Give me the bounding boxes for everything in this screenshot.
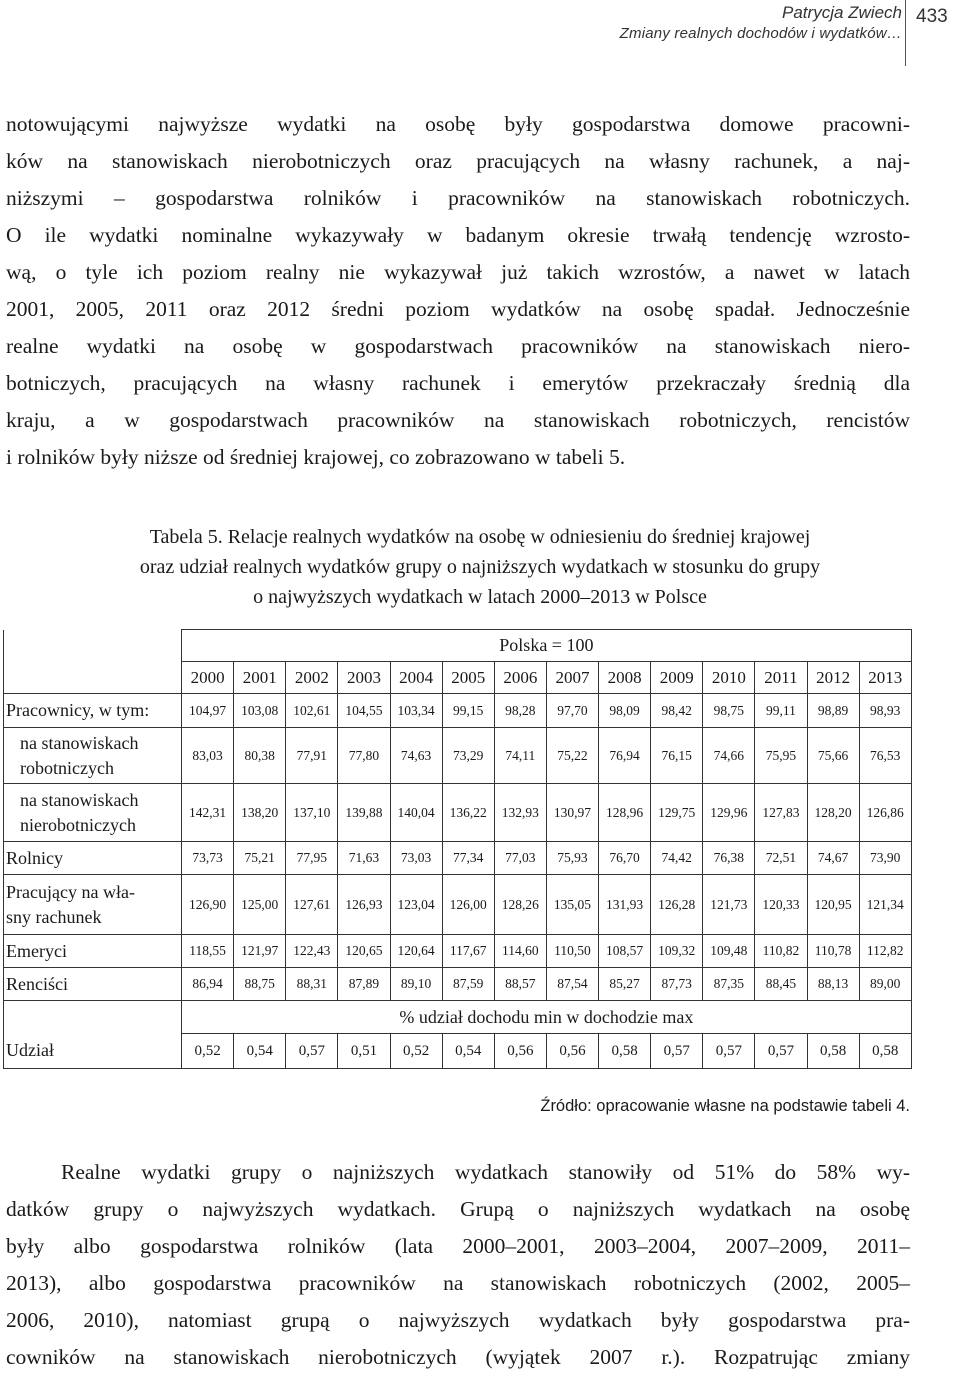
text-line: niższymi – gospodarstwa rolników i pracowników na stanowiskach robotniczych. [6, 186, 910, 210]
row-label-line: Pracownicy, w tym: [6, 700, 150, 720]
table-row [4, 1034, 912, 1069]
year-header: 2009 [651, 662, 703, 694]
value-cell: 110,50 [546, 935, 598, 968]
table-caption [0, 522, 960, 612]
row-label-line: sny rachunek [6, 906, 102, 927]
row-label [4, 935, 182, 968]
value-cell: 120,33 [755, 875, 807, 935]
value-cell: 104,55 [338, 694, 390, 728]
year-header: 2004 [390, 662, 442, 694]
year-header: 2013 [859, 662, 911, 694]
value-cell: 74,63 [390, 728, 442, 784]
value-cell: 128,26 [494, 875, 546, 935]
text-line: cowników na stanowiskach nierobotniczych (wyjątek 2007 r.). Rozpatrując zmiany [6, 1345, 910, 1369]
value-cell: 86,94 [182, 968, 234, 1001]
text-line: botniczych, pracujących na własny rachunek i emerytów przekraczały średnią dla [6, 371, 910, 395]
value-cell: 85,27 [599, 968, 651, 1001]
value-cell: 0,54 [442, 1034, 494, 1069]
value-cell: 74,42 [651, 842, 703, 875]
value-cell: 137,10 [286, 784, 338, 842]
value-cell: 76,94 [599, 728, 651, 784]
value-cell: 121,73 [703, 875, 755, 935]
value-cell: 89,10 [390, 968, 442, 1001]
header-blank-cell [4, 630, 182, 694]
year-header: 2001 [234, 662, 286, 694]
value-cell: 0,57 [755, 1034, 807, 1069]
value-cell: 126,28 [651, 875, 703, 935]
year-header: 2008 [599, 662, 651, 694]
value-cell: 88,31 [286, 968, 338, 1001]
value-cell: 76,38 [703, 842, 755, 875]
value-cell: 109,32 [651, 935, 703, 968]
row-label-line: Pracujący na wła- [6, 881, 135, 902]
value-cell: 77,34 [442, 842, 494, 875]
value-cell: 73,90 [859, 842, 911, 875]
text-line: Realne wydatki grupy o najniższych wydatkach stanowiły od 51% do 58% wy- [61, 1160, 910, 1184]
text-line: notowującymi najwyższe wydatki na osobę były gospodarstwa domowe pracowni- [6, 112, 910, 136]
value-cell: 77,80 [338, 728, 390, 784]
value-cell: 0,57 [286, 1034, 338, 1069]
value-cell: 87,89 [338, 968, 390, 1001]
row-label [4, 728, 182, 784]
value-cell: 110,78 [807, 935, 859, 968]
value-cell: 0,52 [182, 1034, 234, 1069]
value-cell: 87,35 [703, 968, 755, 1001]
value-cell: 76,15 [651, 728, 703, 784]
value-cell: 136,22 [442, 784, 494, 842]
row-label [4, 694, 182, 728]
value-cell: 88,75 [234, 968, 286, 1001]
page-number: 433 [916, 6, 948, 27]
text-line: realne wydatki na osobę w gospodarstwach pracowników na stanowiskach niero- [6, 334, 910, 358]
body-paragraph-1 [6, 106, 910, 476]
text-line: 2006, 2010), natomiast grupą o najwyższych wydatkach były gospodarstwa pra- [6, 1308, 910, 1332]
value-cell: 138,20 [234, 784, 286, 842]
table-row [4, 694, 912, 728]
value-cell: 98,09 [599, 694, 651, 728]
value-cell: 109,48 [703, 935, 755, 968]
text-line: 2001, 2005, 2011 oraz 2012 średni poziom wydatków na osobę spadał. Jednocześnie [6, 297, 910, 321]
row-label-line: Emeryci [6, 940, 67, 961]
table-source-note: Źródło: opracowanie własne na podstawie tabeli 4. [540, 1097, 910, 1115]
value-cell: 126,93 [338, 875, 390, 935]
value-cell: 83,03 [182, 728, 234, 784]
value-cell: 0,56 [494, 1034, 546, 1069]
value-cell: 123,04 [390, 875, 442, 935]
caption-line: oraz udział realnych wydatków grupy o najniższych wydatkach w stosunku do grupy [139, 556, 821, 578]
value-cell: 77,91 [286, 728, 338, 784]
value-cell: 139,88 [338, 784, 390, 842]
value-cell: 98,42 [651, 694, 703, 728]
body-paragraph-2 [6, 1154, 910, 1376]
value-cell: 129,75 [651, 784, 703, 842]
value-cell: 126,00 [442, 875, 494, 935]
text-line: datków grupy o najwyższych wydatkach. Grupą o najniższych wydatkach na osobę [6, 1197, 910, 1221]
value-cell: 108,57 [599, 935, 651, 968]
value-cell: 102,61 [286, 694, 338, 728]
value-cell: 98,75 [703, 694, 755, 728]
table-row [4, 875, 912, 935]
value-cell: 120,95 [807, 875, 859, 935]
value-cell: 0,51 [338, 1034, 390, 1069]
value-cell: 120,65 [338, 935, 390, 968]
value-cell: 0,57 [651, 1034, 703, 1069]
value-cell: 128,96 [599, 784, 651, 842]
year-header: 2000 [182, 662, 234, 694]
value-cell: 127,83 [755, 784, 807, 842]
year-header: 2003 [338, 662, 390, 694]
value-cell: 118,55 [182, 935, 234, 968]
year-header: 2007 [546, 662, 598, 694]
data-table [3, 629, 912, 1069]
value-cell: 120,64 [390, 935, 442, 968]
row-label-line: Rolnicy [6, 847, 63, 868]
caption-line: o najwyższych wydatkach w latach 2000–2013 w Polsce [253, 586, 707, 608]
value-cell: 88,57 [494, 968, 546, 1001]
value-cell: 131,93 [599, 875, 651, 935]
value-cell: 98,93 [859, 694, 911, 728]
value-cell: 126,86 [859, 784, 911, 842]
value-cell: 130,97 [546, 784, 598, 842]
row-label [4, 875, 182, 935]
year-header: 2006 [494, 662, 546, 694]
text-line: i rolników były niższe od średniej krajowej, co zobrazowano w tabeli 5. [6, 445, 626, 469]
row-label [4, 968, 182, 1001]
value-cell: 121,97 [234, 935, 286, 968]
value-cell: 140,04 [390, 784, 442, 842]
value-cell: 77,95 [286, 842, 338, 875]
row-label: Udział [4, 1034, 182, 1069]
value-cell: 98,28 [494, 694, 546, 728]
value-cell: 89,00 [859, 968, 911, 1001]
value-cell: 87,54 [546, 968, 598, 1001]
value-cell: 77,03 [494, 842, 546, 875]
header-divider [905, 0, 906, 66]
text-line: ków na stanowiskach nierobotniczych oraz pracujących na własny rachunek, a naj- [6, 149, 910, 173]
row-label-line: nierobotniczych [20, 814, 136, 835]
header-polska-100: Polska = 100 [182, 630, 912, 662]
value-cell: 97,70 [546, 694, 598, 728]
value-cell: 87,73 [651, 968, 703, 1001]
value-cell: 75,21 [234, 842, 286, 875]
value-cell: 80,38 [234, 728, 286, 784]
value-cell: 0,58 [859, 1034, 911, 1069]
running-head-author: Patrycja Zwiech [782, 3, 902, 22]
value-cell: 142,31 [182, 784, 234, 842]
value-cell: 125,00 [234, 875, 286, 935]
value-cell: 87,59 [442, 968, 494, 1001]
table-row [4, 842, 912, 875]
value-cell: 0,58 [807, 1034, 859, 1069]
value-cell: 117,67 [442, 935, 494, 968]
value-cell: 129,96 [703, 784, 755, 842]
text-line: 2013), albo gospodarstwa pracowników na stanowiskach robotniczych (2002, 2005– [6, 1271, 910, 1295]
year-header: 2002 [286, 662, 338, 694]
value-cell: 103,34 [390, 694, 442, 728]
row-label-line: na stanowiskach [20, 789, 139, 810]
value-cell: 73,03 [390, 842, 442, 875]
value-cell: 73,29 [442, 728, 494, 784]
year-header: 2005 [442, 662, 494, 694]
row-label-line: Renciści [6, 973, 68, 994]
share-header: % udział dochodu min w dochodzie max [182, 1001, 912, 1034]
row-label-line: robotniczych [20, 757, 114, 778]
value-cell: 75,95 [755, 728, 807, 784]
share-blank-cell [4, 1001, 182, 1034]
year-header: 2010 [703, 662, 755, 694]
row-label [4, 842, 182, 875]
value-cell: 0,58 [599, 1034, 651, 1069]
value-cell: 71,63 [338, 842, 390, 875]
row-label-line: na stanowiskach [20, 732, 139, 753]
value-cell: 103,08 [234, 694, 286, 728]
text-line: były albo gospodarstwa rolników (lata 2000–2001, 2003–2004, 2007–2009, 2011– [6, 1234, 910, 1258]
value-cell: 0,54 [234, 1034, 286, 1069]
value-cell: 110,82 [755, 935, 807, 968]
value-cell: 72,51 [755, 842, 807, 875]
caption-line: Tabela 5. Relacje realnych wydatków na osobę w odniesieniu do średniej krajowej [149, 526, 811, 548]
value-cell: 98,89 [807, 694, 859, 728]
value-cell: 104,97 [182, 694, 234, 728]
value-cell: 73,73 [182, 842, 234, 875]
text-line: kraju, a w gospodarstwach pracowników na stanowiskach robotniczych, rencistów [6, 408, 910, 432]
value-cell: 76,53 [859, 728, 911, 784]
value-cell: 128,20 [807, 784, 859, 842]
value-cell: 88,45 [755, 968, 807, 1001]
value-cell: 135,05 [546, 875, 598, 935]
value-cell: 114,60 [494, 935, 546, 968]
value-cell: 76,70 [599, 842, 651, 875]
value-cell: 121,34 [859, 875, 911, 935]
value-cell: 132,93 [494, 784, 546, 842]
year-header: 2011 [755, 662, 807, 694]
value-cell: 74,11 [494, 728, 546, 784]
running-head-title: Zmiany realnych dochodów i wydatków… [619, 25, 902, 42]
value-cell: 75,66 [807, 728, 859, 784]
value-cell: 75,22 [546, 728, 598, 784]
value-cell: 112,82 [859, 935, 911, 968]
table-row [4, 968, 912, 1001]
value-cell: 74,67 [807, 842, 859, 875]
year-header: 2012 [807, 662, 859, 694]
table-row [4, 784, 912, 842]
value-cell: 0,57 [703, 1034, 755, 1069]
table-row [4, 935, 912, 968]
row-label [4, 784, 182, 842]
value-cell: 74,66 [703, 728, 755, 784]
value-cell: 0,52 [390, 1034, 442, 1069]
value-cell: 0,56 [546, 1034, 598, 1069]
value-cell: 122,43 [286, 935, 338, 968]
table-row [4, 728, 912, 784]
value-cell: 127,61 [286, 875, 338, 935]
text-line: O ile wydatki nominalne wykazywały w badanym okresie trwałą tendencję wzrosto- [6, 223, 910, 247]
value-cell: 99,15 [442, 694, 494, 728]
value-cell: 88,13 [807, 968, 859, 1001]
value-cell: 99,11 [755, 694, 807, 728]
value-cell: 126,90 [182, 875, 234, 935]
text-line: wą, o tyle ich poziom realny nie wykazywał już takich wzrostów, a nawet w latach [6, 260, 910, 284]
value-cell: 75,93 [546, 842, 598, 875]
